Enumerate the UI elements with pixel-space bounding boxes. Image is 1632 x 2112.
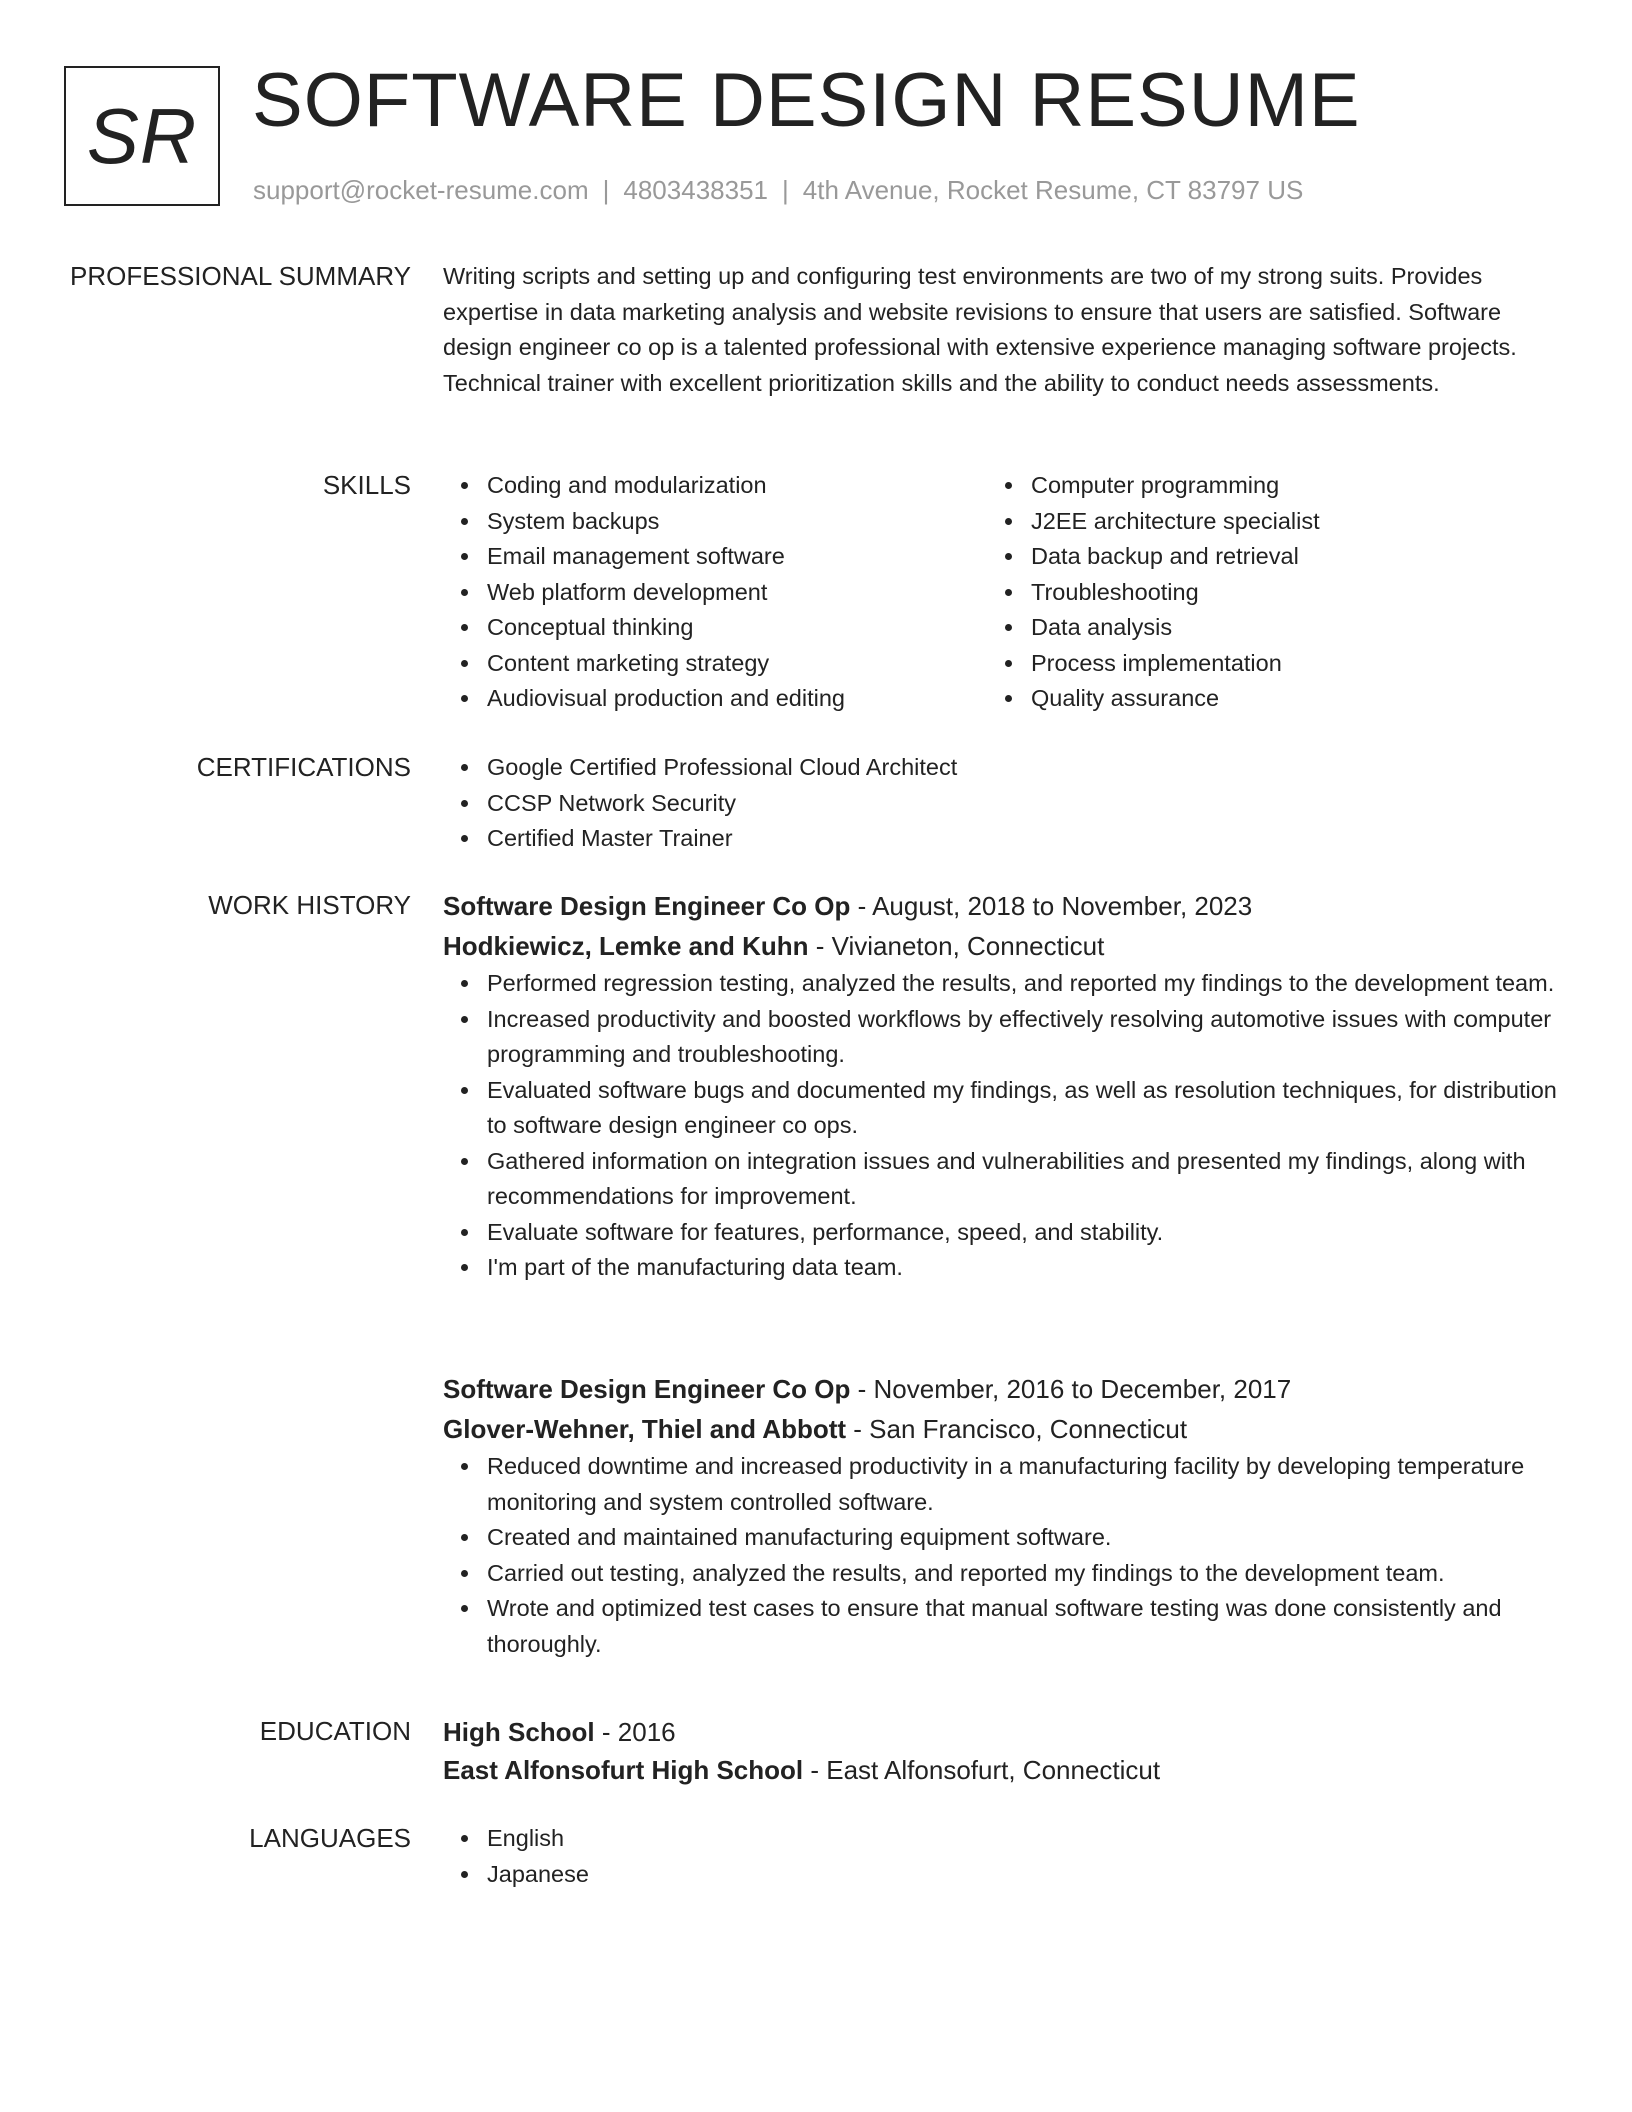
skill-item: Content marketing strategy bbox=[443, 646, 987, 682]
certification-item: Google Certified Professional Cloud Architect bbox=[443, 750, 1558, 786]
skills-list-right bbox=[987, 468, 1531, 717]
education-school-line bbox=[443, 1750, 1558, 1790]
job-role: Software Design Engineer Co Op bbox=[443, 891, 851, 921]
job-entry bbox=[443, 1369, 1558, 1662]
section-label-certifications: CERTIFICATIONS bbox=[196, 752, 411, 782]
language-item: English bbox=[443, 1821, 1558, 1857]
section-label-education: EDUCATION bbox=[259, 1716, 411, 1746]
contact-phone: 4803438351 bbox=[623, 175, 768, 205]
education-degree-line bbox=[443, 1712, 1558, 1752]
job-duty: Wrote and optimized test cases to ensure that manual software testing was done consistently and thoroughly. bbox=[443, 1591, 1558, 1662]
job-duty: Evaluate software for features, performance, speed, and stability. bbox=[443, 1215, 1558, 1251]
job-company: Glover-Wehner, Thiel and Abbott bbox=[443, 1414, 847, 1444]
job-title-line bbox=[443, 886, 1558, 926]
job-company-line bbox=[443, 926, 1558, 966]
education-school: East Alfonsofurt High School bbox=[443, 1755, 804, 1785]
skill-item: Computer programming bbox=[987, 468, 1531, 504]
job-duties-list bbox=[443, 966, 1558, 1286]
section-label-skills: SKILLS bbox=[322, 470, 411, 500]
job-dates: - August, 2018 to November, 2023 bbox=[850, 891, 1253, 921]
certification-item: CCSP Network Security bbox=[443, 786, 1558, 822]
skill-item: Process implementation bbox=[987, 646, 1531, 682]
monogram-logo: SR bbox=[64, 66, 220, 206]
education-year: - 2016 bbox=[594, 1717, 676, 1747]
job-duty: I'm part of the manufacturing data team. bbox=[443, 1250, 1558, 1286]
job-duty: Reduced downtime and increased productivity in a manufacturing facility by developing temperature monitoring and system controlled software. bbox=[443, 1449, 1558, 1520]
job-dates: - November, 2016 to December, 2017 bbox=[850, 1374, 1292, 1404]
job-title-line bbox=[443, 1369, 1558, 1409]
job-company-line bbox=[443, 1409, 1558, 1449]
language-item: Japanese bbox=[443, 1857, 1558, 1893]
contact-address: 4th Avenue, Rocket Resume, CT 83797 US bbox=[802, 175, 1304, 205]
section-label-languages: LANGUAGES bbox=[249, 1823, 411, 1853]
skill-item: Troubleshooting bbox=[987, 575, 1531, 611]
resume-title: SOFTWARE DESIGN RESUME bbox=[252, 58, 1361, 143]
summary-body bbox=[443, 259, 1558, 401]
job-location: - Vivianeton, Connecticut bbox=[808, 931, 1105, 961]
education-degree: High School bbox=[443, 1717, 595, 1747]
job-duty: Created and maintained manufacturing equipment software. bbox=[443, 1520, 1558, 1556]
contact-separator: | bbox=[602, 175, 610, 205]
languages-body bbox=[443, 1821, 1558, 1892]
section-label-summary: PROFESSIONAL SUMMARY bbox=[70, 261, 411, 291]
job-duty: Increased productivity and boosted workflows by effectively resolving automotive issues with computer programming and troubleshooting. bbox=[443, 1002, 1558, 1073]
skill-item: Quality assurance bbox=[987, 681, 1531, 717]
skill-item: System backups bbox=[443, 504, 987, 540]
summary-text: Writing scripts and setting up and configuring test environments are two of my strong suits. Provides expertise in data marketing analysis and website revisions to ensure that users are satisfied. Software design engineer co op is a talented professional with extensive experience managing software projects. Technical trainer with excellent prioritization skills and the ability to conduct needs assessments. bbox=[443, 263, 1517, 396]
contact-line bbox=[253, 173, 1303, 207]
certification-item: Certified Master Trainer bbox=[443, 821, 1558, 857]
skill-item: Data analysis bbox=[987, 610, 1531, 646]
education-body bbox=[443, 1712, 1558, 1790]
skill-item: Audiovisual production and editing bbox=[443, 681, 987, 717]
job-role: Software Design Engineer Co Op bbox=[443, 1374, 851, 1404]
skill-item: Email management software bbox=[443, 539, 987, 575]
skill-item: Conceptual thinking bbox=[443, 610, 987, 646]
skill-item: Web platform development bbox=[443, 575, 987, 611]
job-entry bbox=[443, 886, 1558, 1286]
education-location: - East Alfonsofurt, Connecticut bbox=[803, 1755, 1161, 1785]
skill-item: Coding and modularization bbox=[443, 468, 987, 504]
job-company: Hodkiewicz, Lemke and Kuhn bbox=[443, 931, 809, 961]
skills-body bbox=[443, 468, 1558, 717]
job-duty: Gathered information on integration issues and vulnerabilities and presented my findings, along with recommendations for improvement. bbox=[443, 1144, 1558, 1215]
languages-list bbox=[443, 1821, 1558, 1892]
section-label-work: WORK HISTORY bbox=[208, 890, 411, 920]
job-duties-list bbox=[443, 1449, 1558, 1662]
certifications-body bbox=[443, 750, 1558, 857]
contact-separator: | bbox=[782, 175, 789, 205]
skill-item: Data backup and retrieval bbox=[987, 539, 1531, 575]
skill-item: J2EE architecture specialist bbox=[987, 504, 1531, 540]
job-duty: Performed regression testing, analyzed the results, and reported my findings to the development team. bbox=[443, 966, 1558, 1002]
contact-email: support@rocket-resume.com bbox=[253, 175, 589, 205]
job-duty: Carried out testing, analyzed the results, and reported my findings to the development team. bbox=[443, 1556, 1558, 1592]
job-duty: Evaluated software bugs and documented my findings, as well as resolution techniques, for distribution to software design engineer co ops. bbox=[443, 1073, 1558, 1144]
certifications-list bbox=[443, 750, 1558, 857]
skills-list-left bbox=[443, 468, 987, 717]
job-location: - San Francisco, Connecticut bbox=[846, 1414, 1188, 1444]
